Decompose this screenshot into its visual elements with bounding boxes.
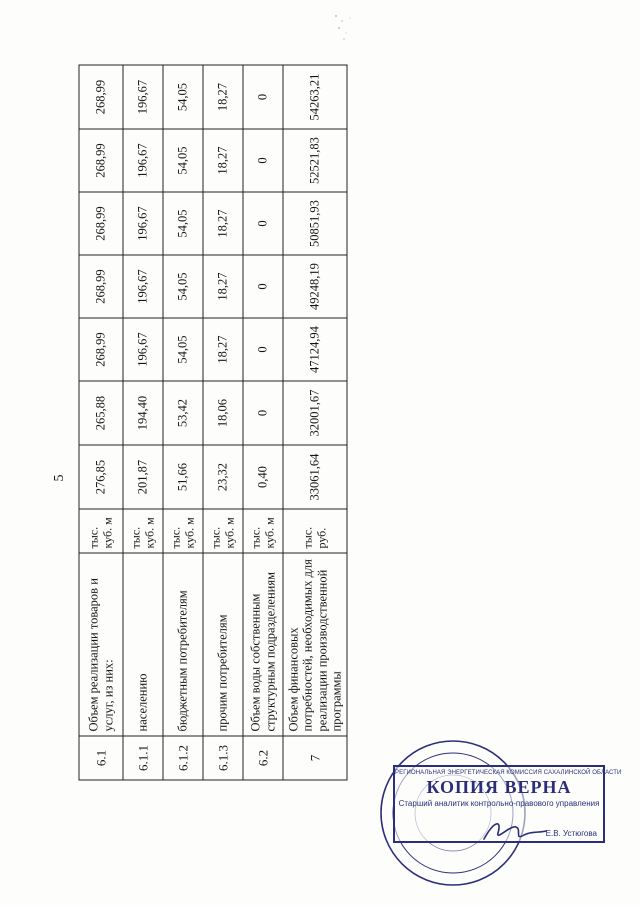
row-number: 6.1.2 bbox=[163, 736, 203, 780]
row-name: бюджетным потребителям bbox=[163, 553, 203, 736]
table-row bbox=[283, 65, 347, 780]
row-value: 54,05 bbox=[163, 255, 203, 318]
stamp-position: Старший аналитик контрольно-правового управления bbox=[398, 799, 600, 808]
row-value: 196,67 bbox=[123, 192, 163, 255]
row-value: 53,42 bbox=[163, 381, 203, 445]
row-value: 50851,93 bbox=[283, 192, 347, 255]
row-number: 6.1 bbox=[79, 736, 123, 780]
row-value: 54263,21 bbox=[283, 65, 347, 129]
row-number: 6.2 bbox=[243, 736, 283, 780]
row-value: 49248,19 bbox=[283, 255, 347, 318]
row-value: 47124,94 bbox=[283, 318, 347, 381]
row-number: 6.1.3 bbox=[203, 736, 243, 780]
table-container bbox=[79, 66, 347, 781]
row-unit: тыс. куб. м bbox=[243, 509, 283, 553]
row-value: 0 bbox=[243, 192, 283, 255]
table-row bbox=[243, 65, 283, 780]
row-value: 18,27 bbox=[203, 65, 243, 129]
row-value: 196,67 bbox=[123, 129, 163, 192]
row-value: 0 bbox=[243, 381, 283, 445]
row-value: 194,40 bbox=[123, 381, 163, 445]
row-value: 54,05 bbox=[163, 129, 203, 192]
scan-artifact-icon bbox=[330, 12, 360, 42]
row-value: 54,05 bbox=[163, 318, 203, 381]
row-value: 51,66 bbox=[163, 445, 203, 509]
row-value: 33061,64 bbox=[283, 445, 347, 509]
row-value: 268,99 bbox=[79, 65, 123, 129]
table-row bbox=[123, 65, 163, 780]
row-value: 268,99 bbox=[79, 318, 123, 381]
data-table bbox=[79, 65, 348, 781]
row-value: 18,27 bbox=[203, 192, 243, 255]
row-value: 0 bbox=[243, 129, 283, 192]
table-body bbox=[79, 65, 347, 780]
row-value: 265,88 bbox=[79, 381, 123, 445]
row-value: 0 bbox=[243, 318, 283, 381]
row-unit: тыс. руб. bbox=[283, 509, 347, 553]
row-number: 7 bbox=[283, 736, 347, 780]
page-number: 5 bbox=[52, 474, 67, 482]
row-value: 18,06 bbox=[203, 381, 243, 445]
row-name: прочим потребителям bbox=[203, 553, 243, 736]
row-value: 32001,67 bbox=[283, 381, 347, 445]
row-value: 196,67 bbox=[123, 318, 163, 381]
stamp-signer: Е.В. Устюгова bbox=[545, 829, 597, 838]
row-value: 196,67 bbox=[123, 65, 163, 129]
stamp-organization: РЕГИОНАЛЬНАЯ ЭНЕРГЕТИЧЕСКАЯ КОМИССИЯ САХАЛИНСКОЙ ОБЛАСТИ bbox=[395, 770, 622, 776]
row-value: 0 bbox=[243, 255, 283, 318]
row-unit: тыс. куб. м bbox=[123, 509, 163, 553]
row-value: 268,99 bbox=[79, 255, 123, 318]
row-unit: тыс. куб. м bbox=[203, 509, 243, 553]
row-value: 0 bbox=[243, 65, 283, 129]
row-value: 18,27 bbox=[203, 318, 243, 381]
row-name: Объем воды собственным структурным подразделениям bbox=[243, 553, 283, 736]
row-value: 54,05 bbox=[163, 192, 203, 255]
row-value: 0,40 bbox=[243, 445, 283, 509]
row-value: 52521,83 bbox=[283, 129, 347, 192]
row-value: 268,99 bbox=[79, 192, 123, 255]
row-unit: тыс. куб. м bbox=[79, 509, 123, 553]
row-name: Объем финансовых потребностей, необходимых для реализации производственной программы bbox=[283, 553, 347, 736]
row-value: 54,05 bbox=[163, 65, 203, 129]
stamp-title: КОПИЯ ВЕРНА bbox=[426, 777, 572, 797]
row-value: 23,32 bbox=[203, 445, 243, 509]
row-value: 268,99 bbox=[79, 129, 123, 192]
row-value: 196,67 bbox=[123, 255, 163, 318]
signature-icon bbox=[480, 815, 550, 845]
row-value: 201,87 bbox=[123, 445, 163, 509]
row-number: 6.1.1 bbox=[123, 736, 163, 780]
table-row bbox=[163, 65, 203, 780]
row-value: 276,85 bbox=[79, 445, 123, 509]
table-row bbox=[79, 65, 123, 780]
row-name: Объем реализации товаров и услуг, из них: bbox=[79, 553, 123, 736]
table-row bbox=[203, 65, 243, 780]
row-name: населению bbox=[123, 553, 163, 736]
row-unit: тыс. куб. м bbox=[163, 509, 203, 553]
row-value: 18,27 bbox=[203, 255, 243, 318]
row-value: 18,27 bbox=[203, 129, 243, 192]
